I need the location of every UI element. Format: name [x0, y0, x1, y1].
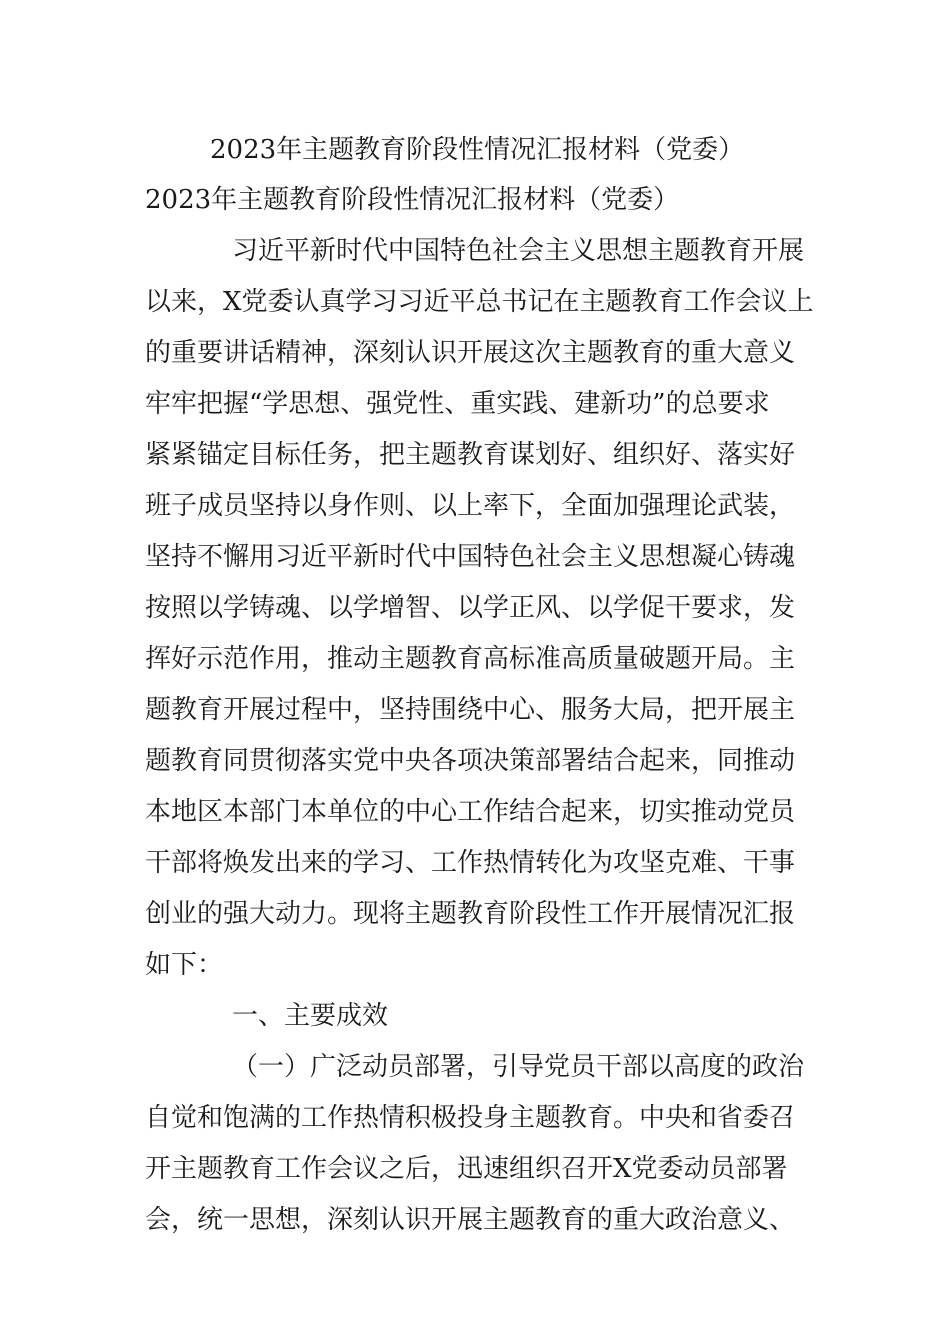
- body-line: 紧紧锚定目标任务，把主题教育谋划好、组织好、落实好: [145, 440, 796, 470]
- body-line: 干部将焕发出来的学习、工作热情转化为攻坚克难、干事: [145, 848, 796, 878]
- body-line: 题教育同贯彻落实党中央各项决策部署结合起来，同推动: [145, 746, 796, 776]
- section-line: 自觉和饱满的工作热情积极投身主题教育。中央和省委召: [145, 1103, 796, 1133]
- body-line: 的重要讲话精神，深刻认识开展这次主题教育的重大意义: [145, 338, 796, 368]
- body-line: 挥好示范作用，推动主题教育高标准高质量破题开局。主: [145, 644, 796, 674]
- body-line: 创业的强大动力。现将主题教育阶段性工作开展情况汇报: [145, 899, 796, 929]
- section-heading: 一、主要成效: [232, 1001, 389, 1031]
- section-line: 会，统一思想，深刻认识开展主题教育的重大政治意义、: [145, 1205, 796, 1235]
- body-line: 本地区本部门本单位的中心工作结合起来，切实推动党员: [145, 797, 796, 827]
- body-line: 坚持不懈用习近平新时代中国特色社会主义思想凝心铸魂: [145, 542, 796, 572]
- section-line: 开主题教育工作会议之后，迅速组织召开X党委动员部署: [145, 1154, 788, 1184]
- body-line: 如下：: [145, 950, 224, 980]
- body-line: 按照以学铸魂、以学增智、以学正风、以学促干要求，发: [145, 593, 796, 623]
- document-subtitle: 2023年主题教育阶段性情况汇报材料（党委）: [145, 185, 680, 215]
- body-line: 班子成员坚持以身作则、以上率下，全面加强理论武装，: [145, 491, 796, 521]
- body-line: 以来，X党委认真学习习近平总书记在主题教育工作会议上: [145, 287, 814, 317]
- body-line: 题教育开展过程中，坚持围绕中心、服务大局，把开展主: [145, 695, 796, 725]
- section-line: （一）广泛动员部署，引导党员干部以高度的政治: [232, 1052, 805, 1082]
- body-line: 牢牢把握“学思想、强党性、重实践、建新功”的总要求: [145, 389, 770, 419]
- body-line: 习近平新时代中国特色社会主义思想主题教育开展: [232, 236, 805, 266]
- document-title: 2023年主题教育阶段性情况汇报材料（党委）: [210, 135, 745, 165]
